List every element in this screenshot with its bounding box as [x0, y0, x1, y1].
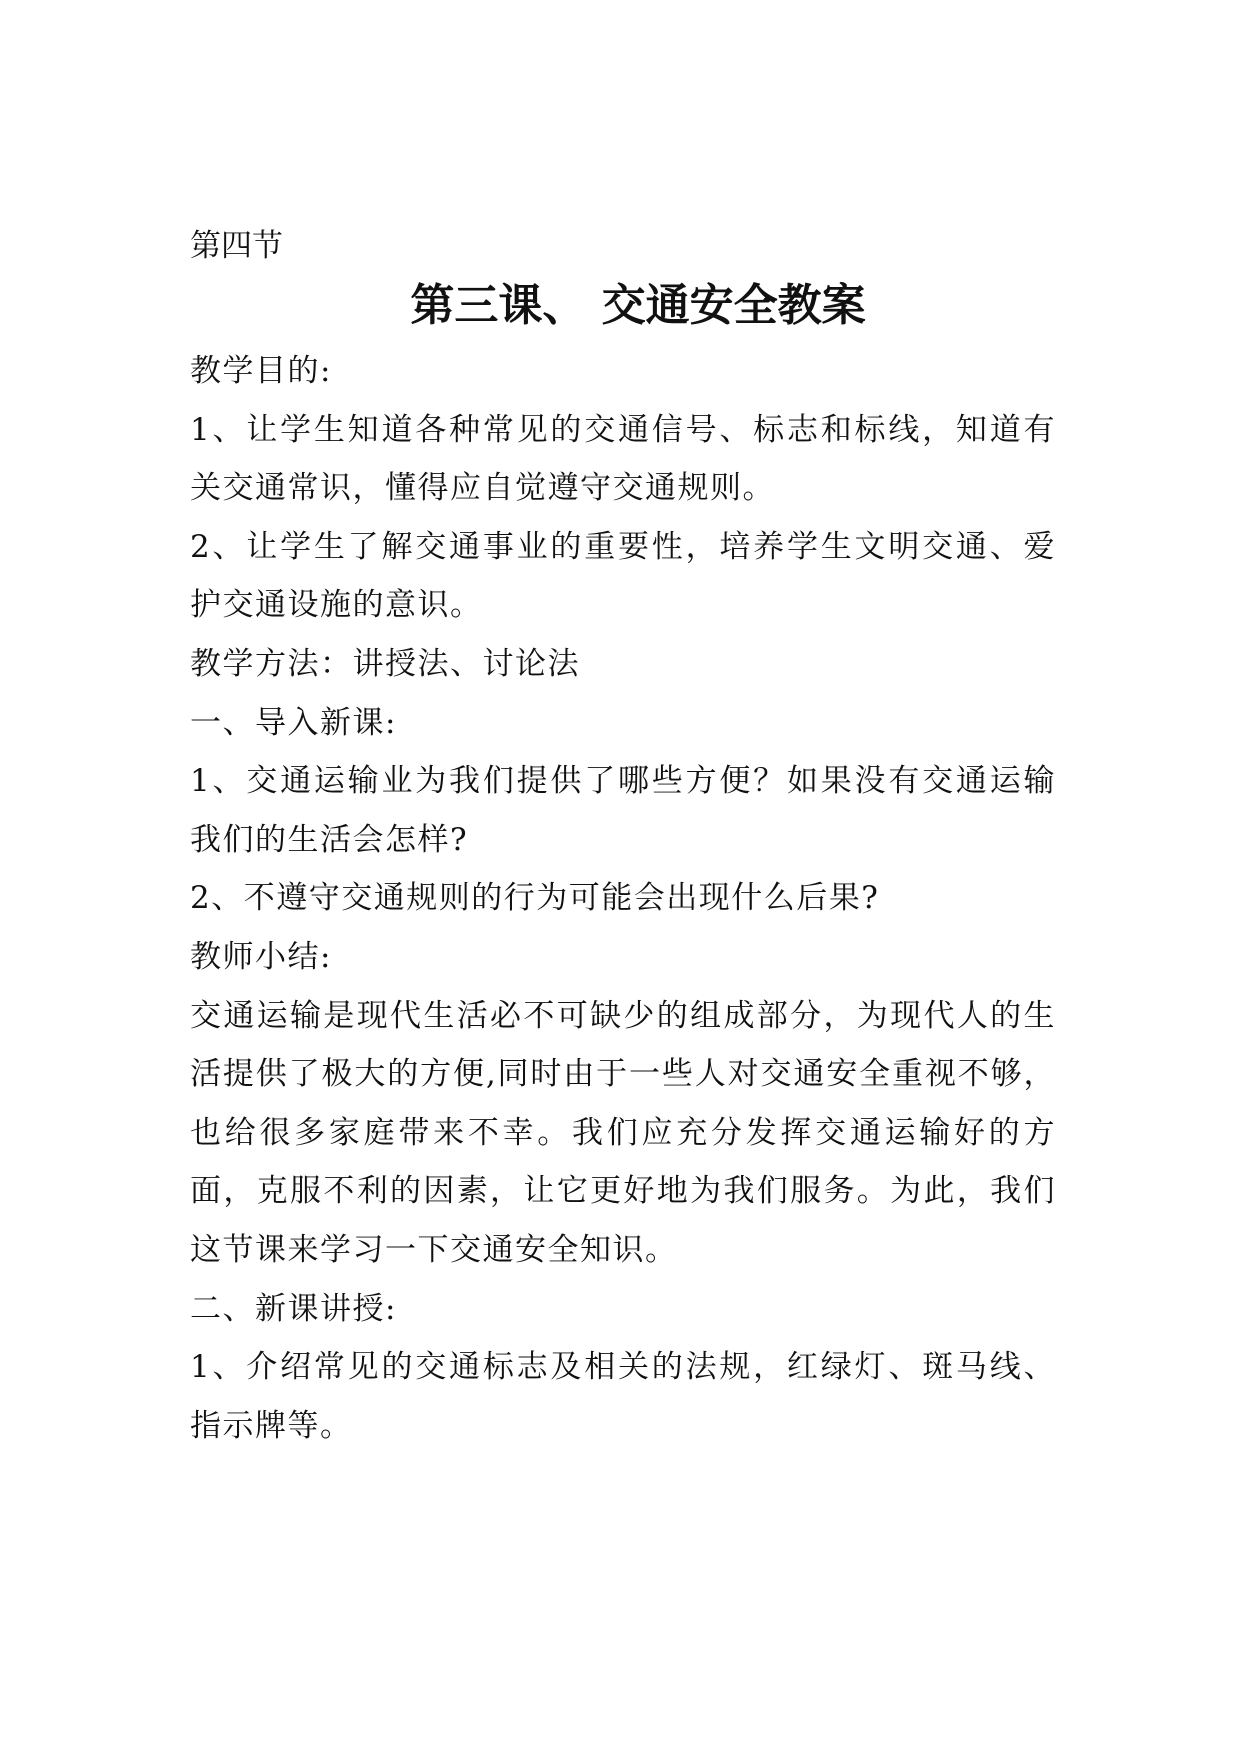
goal-item-1: 1、让学生知道各种常见的交通信号、标志和标线，知道有关交通常识，懂得应自觉遵守交通规则。 [190, 411, 1056, 507]
heading-teaching-goals: 教学目的: [190, 353, 332, 389]
section-label: 第四节 [190, 228, 283, 264]
heading-new-lesson: 二、新课讲授: [190, 1290, 397, 1327]
teacher-summary-text: 交通运输是现代生活必不可缺少的组成部分，为现代人的生活提供了极大的方便,同时由于一些人对交通安全重视不够，也给很多家庭带来不幸。我们应充分发挥交通运输好的方面，克服不利的因素，让它更好地为我们服务。为此，我们这节课来学习一下交通安全知识。 [190, 997, 1056, 1268]
document-title: 第三课、 交通安全教案 [410, 280, 866, 331]
heading-introduction: 一、导入新课: [190, 704, 397, 741]
document-body [190, 222, 1056, 1455]
intro-question-1: 1、交通运输业为我们提供了哪些方便？如果没有交通运输我们的生活会怎样? [190, 763, 1056, 858]
teaching-methods: 教学方法：讲授法、讨论法 [190, 645, 580, 682]
heading-teacher-summary: 教师小结: [190, 938, 332, 975]
new-lesson-item-1: 1、介绍常见的交通标志及相关的法规，红绿灯、斑马线、指示牌等。 [190, 1349, 1056, 1444]
goal-item-2: 2、让学生了解交通事业的重要性，培养学生文明交通、爱护交通设施的意识。 [190, 528, 1056, 624]
intro-question-2: 2、不遵守交通规则的行为可能会出现什么后果? [190, 880, 880, 917]
